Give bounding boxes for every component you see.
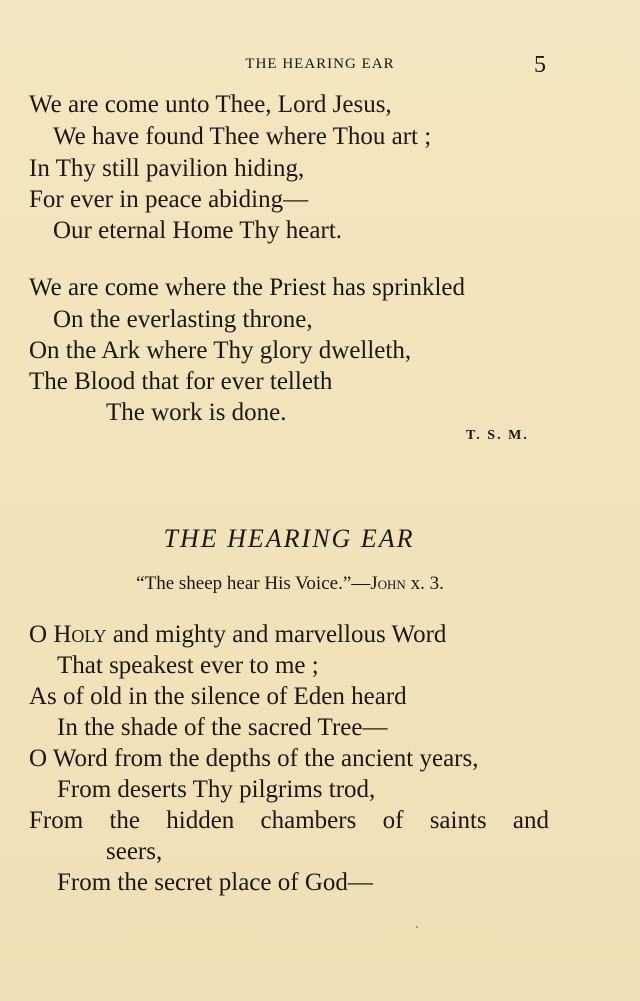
poem-line: The Blood that for ever telleth: [29, 368, 333, 395]
poem-line: On the Ark where Thy glory dwelleth,: [29, 337, 412, 364]
poem-line: In the shade of the sacred Tree—: [57, 714, 388, 741]
poem-line: seers,: [106, 838, 163, 865]
first-line-initial: O: [29, 621, 54, 648]
poem-title: THE HEARING EAR: [163, 524, 415, 553]
running-head: THE HEARING EAR: [245, 56, 395, 72]
page-number: 5: [534, 52, 546, 78]
poem-line: We are come unto Thee, Lord Jesus,: [29, 91, 392, 118]
epigraph-reference: x. 3.: [405, 573, 444, 594]
paper-speck: [416, 926, 418, 928]
first-line-rest: and mighty and marvellous Word: [106, 621, 447, 648]
poem-line: That speakest ever to me ;: [57, 652, 319, 679]
poem-line: We are come where the Priest has sprinkled: [29, 274, 466, 301]
epigraph-author: John: [370, 573, 406, 594]
poem-line: As of old in the silence of Eden heard: [29, 683, 407, 710]
poem-line: Our eternal Home Thy heart.: [53, 217, 343, 244]
poem-line: O Word from the depths of the ancient years,: [29, 745, 479, 772]
first-line-smallcaps: Holy: [53, 621, 107, 648]
poem-line: The work is done.: [106, 399, 287, 426]
epigraph: [0, 573, 580, 595]
author-initials: T. S. M.: [466, 428, 529, 443]
poem-line: From deserts Thy pilgrims trod,: [57, 776, 376, 803]
poem-line: [29, 620, 446, 650]
poem-line: From the hidden chambers of saints and: [29, 807, 549, 834]
epigraph-quote: “The sheep hear His Voice.”—: [136, 573, 371, 594]
poem-line: In Thy still pavilion hiding,: [29, 155, 305, 182]
poem-line: On the everlasting throne,: [53, 306, 313, 333]
poem-line: From the secret place of God—: [57, 869, 373, 896]
poem-line: We have found Thee where Thou art ;: [53, 123, 432, 150]
poem-line: For ever in peace abiding—: [29, 186, 309, 213]
